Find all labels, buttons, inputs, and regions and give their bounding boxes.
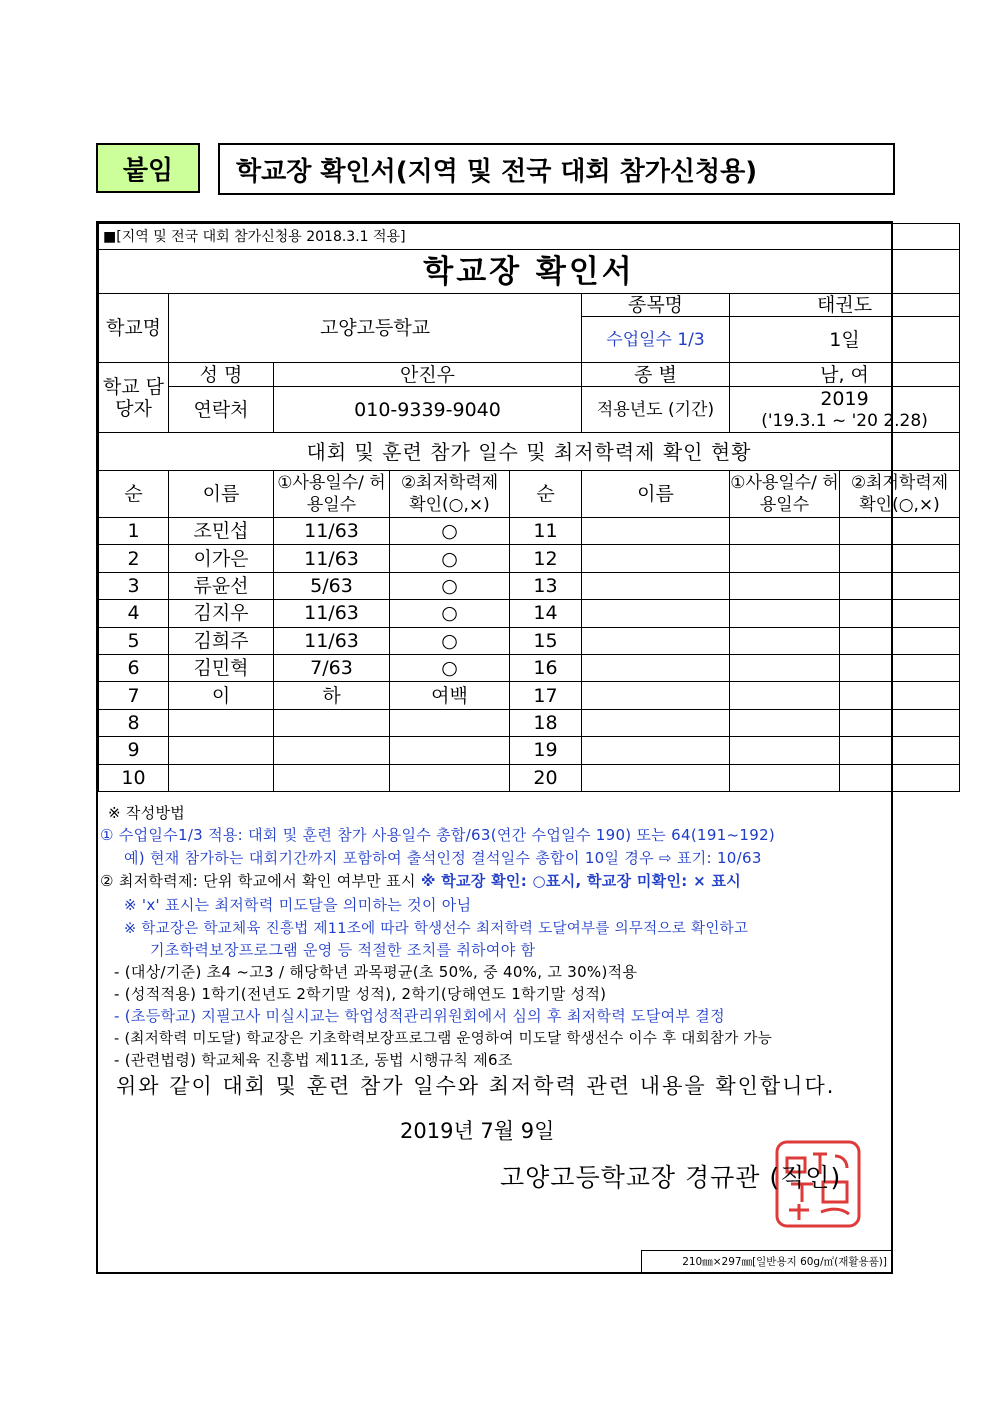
row-check <box>840 600 960 627</box>
row-check <box>390 764 510 791</box>
row-seq: 5 <box>99 627 169 654</box>
detail-2: - (성적적용) 1학기(전년도 2학기말 성적), 2학기(당해연도 1학기말 성적) <box>114 985 607 1003</box>
confirmation-text: 위와 같이 대회 및 훈련 참가 일수와 최저학력 관련 내용을 확인합니다. <box>116 1074 836 1098</box>
detail-5: - (관련법령) 학교체육 진흥법 제11조, 동법 시행규칙 제6조 <box>114 1051 513 1069</box>
row-days <box>730 682 840 709</box>
event-label: 종목명 <box>582 294 730 317</box>
table-row <box>99 545 960 572</box>
paper-spec-footer: 210㎜×297㎜[일반용지 60g/㎡(재활용품)] <box>641 1250 891 1272</box>
note-1b: 예) 현재 참가하는 대회기간까지 포함하여 출석인정 결석일수 총합이 10일 경우 ⇨ 표기: 10/63 <box>124 849 762 867</box>
row-check <box>390 737 510 764</box>
row-name <box>582 682 730 709</box>
row-days <box>274 709 390 736</box>
row-seq: 18 <box>510 709 582 736</box>
class-days-value: 1일 <box>730 317 960 363</box>
row-check <box>840 518 960 545</box>
row-seq: 20 <box>510 764 582 791</box>
row-days: 하 <box>274 682 390 709</box>
detail-4: - (최저학력 미도달) 학교장은 기초학력보장프로그램 운영하여 미도달 학생선수 이수 후 대회참가 가능 <box>114 1031 773 1047</box>
col-days-left: ①사용일수/ 허용일수 <box>274 471 390 518</box>
row-seq: 13 <box>510 572 582 599</box>
col-seq-left: 순 <box>99 471 169 518</box>
note-2b: ※ 학교장 확인: ○표시, 학교장 미확인: × 표시 <box>420 872 742 890</box>
row-check: 여백 <box>390 682 510 709</box>
table-row <box>99 572 960 599</box>
note-2 <box>100 870 741 891</box>
row-name <box>582 518 730 545</box>
row-check <box>840 654 960 681</box>
form-title: 학교장 확인서 <box>99 250 960 294</box>
row-check: ○ <box>390 545 510 572</box>
year-cell <box>730 387 960 433</box>
row-days <box>730 572 840 599</box>
row-check <box>840 572 960 599</box>
row-seq: 7 <box>99 682 169 709</box>
col-check-left: ②최저학력제 확인(○,×) <box>390 471 510 518</box>
row-name <box>582 572 730 599</box>
principal-signature: 고양고등학교장 경규관 (직인) <box>500 1163 842 1192</box>
row-check <box>840 545 960 572</box>
row-seq: 9 <box>99 737 169 764</box>
row-days: 11/63 <box>274 627 390 654</box>
row-name: 이가은 <box>169 545 274 572</box>
section-title: 대회 및 훈련 참가 일수 및 최저학력제 확인 현황 <box>99 433 960 471</box>
row-name: 이 <box>169 682 274 709</box>
row-days <box>730 600 840 627</box>
year-label: 적용년도 (기간) <box>582 387 730 433</box>
row-days <box>274 737 390 764</box>
row-name <box>582 654 730 681</box>
row-seq: 15 <box>510 627 582 654</box>
form-table <box>98 223 960 792</box>
row-check <box>390 709 510 736</box>
row-seq: 4 <box>99 600 169 627</box>
row-name <box>169 709 274 736</box>
row-check: ○ <box>390 654 510 681</box>
row-seq: 11 <box>510 518 582 545</box>
year-value: 2019 <box>820 387 869 410</box>
form-topline: ■[지역 및 전국 대회 참가신청용 2018.3.1 적용] <box>99 224 960 250</box>
gender-value: 남, 여 <box>730 363 960 387</box>
document-title-banner: 학교장 확인서(지역 및 전국 대회 참가신청용) <box>218 143 895 195</box>
row-seq: 6 <box>99 654 169 681</box>
row-name <box>582 545 730 572</box>
contact-label: 연락처 <box>169 387 274 433</box>
col-seq-right: 순 <box>510 471 582 518</box>
row-name: 김민혁 <box>169 654 274 681</box>
form-frame <box>96 221 949 1274</box>
row-days <box>730 545 840 572</box>
row-name <box>582 709 730 736</box>
row-name <box>169 737 274 764</box>
table-row <box>99 682 960 709</box>
event-value: 태권도 <box>730 294 960 317</box>
note-4b: 기초학력보장프로그램 운영 등 적절한 조치를 취하여야 함 <box>150 941 536 959</box>
school-label: 학교명 <box>99 294 169 363</box>
row-name <box>582 627 730 654</box>
gender-label: 종 별 <box>582 363 730 387</box>
row-days <box>730 737 840 764</box>
table-row <box>99 737 960 764</box>
name-value: 안진우 <box>274 363 582 387</box>
table-row <box>99 600 960 627</box>
row-name <box>582 764 730 791</box>
row-days <box>730 764 840 791</box>
table-row <box>99 654 960 681</box>
note-4a: ※ 학교장은 학교체육 진흥법 제11조에 따라 학생선수 최저학력 도달여부를 의무적으로 확인하고 <box>124 921 749 937</box>
class-days-label: 수업일수 1/3 <box>582 317 730 363</box>
row-check: ○ <box>390 627 510 654</box>
row-seq: 19 <box>510 737 582 764</box>
row-days: 11/63 <box>274 600 390 627</box>
table-row <box>99 709 960 736</box>
confirmation-date: 2019년 7월 9일 <box>400 1119 555 1143</box>
manager-label: 학교 담당자 <box>99 363 169 433</box>
row-check <box>840 737 960 764</box>
school-name: 고양고등학교 <box>169 294 582 363</box>
table-row <box>99 518 960 545</box>
row-check: ○ <box>390 572 510 599</box>
col-name-right: 이름 <box>582 471 730 518</box>
col-name-left: 이름 <box>169 471 274 518</box>
col-check-right: ②최저학력제 확인(○,×) <box>840 471 960 518</box>
row-days <box>274 764 390 791</box>
row-seq: 8 <box>99 709 169 736</box>
row-name: 김희주 <box>169 627 274 654</box>
row-days: 5/63 <box>274 572 390 599</box>
row-days: 11/63 <box>274 518 390 545</box>
row-days: 11/63 <box>274 545 390 572</box>
notes-heading: ※ 작성방법 <box>108 804 186 822</box>
note-2a: ② 최저학력제: 단위 학교에서 확인 여부만 표시 <box>100 872 416 890</box>
table-row <box>99 627 960 654</box>
row-name: 조민섭 <box>169 518 274 545</box>
row-seq: 10 <box>99 764 169 791</box>
row-check <box>840 764 960 791</box>
row-name <box>582 737 730 764</box>
row-name <box>169 764 274 791</box>
row-check <box>840 709 960 736</box>
note-1a: ① 수업일수1/3 적용: 대회 및 훈련 참가 사용일수 총합/63(연간 수업일수 190) 또는 64(191~192) <box>100 826 776 844</box>
row-check <box>840 682 960 709</box>
row-name: 류윤선 <box>169 572 274 599</box>
detail-3: - (초등학교) 지필고사 미실시교는 학업성적관리위원회에서 심의 후 최저학력 도달여부 결정 <box>114 1007 725 1025</box>
roster-rows <box>99 518 960 792</box>
row-seq: 1 <box>99 518 169 545</box>
row-seq: 16 <box>510 654 582 681</box>
year-period: ('19.3.1 ~ '20 2.28) <box>761 410 928 431</box>
row-days: 7/63 <box>274 654 390 681</box>
row-name <box>582 600 730 627</box>
name-label: 성 명 <box>169 363 274 387</box>
row-name: 김지우 <box>169 600 274 627</box>
row-days <box>730 518 840 545</box>
row-days <box>730 709 840 736</box>
table-row <box>99 764 960 791</box>
attachment-tag: 붙임 <box>96 143 200 193</box>
row-check <box>840 627 960 654</box>
col-days-right: ①사용일수/ 허용일수 <box>730 471 840 518</box>
row-days <box>730 654 840 681</box>
row-days <box>730 627 840 654</box>
row-seq: 17 <box>510 682 582 709</box>
row-check: ○ <box>390 600 510 627</box>
row-seq: 14 <box>510 600 582 627</box>
note-3: ※ 'x' 표시는 최저학력 미도달을 의미하는 것이 아님 <box>124 896 472 914</box>
row-check: ○ <box>390 518 510 545</box>
row-seq: 3 <box>99 572 169 599</box>
row-seq: 12 <box>510 545 582 572</box>
contact-value: 010-9339-9040 <box>274 387 582 433</box>
detail-1: - (대상/기준) 초4 ~고3 / 해당학년 과목평균(초 50%, 중 40%, 고 30%)적용 <box>114 963 638 981</box>
row-seq: 2 <box>99 545 169 572</box>
